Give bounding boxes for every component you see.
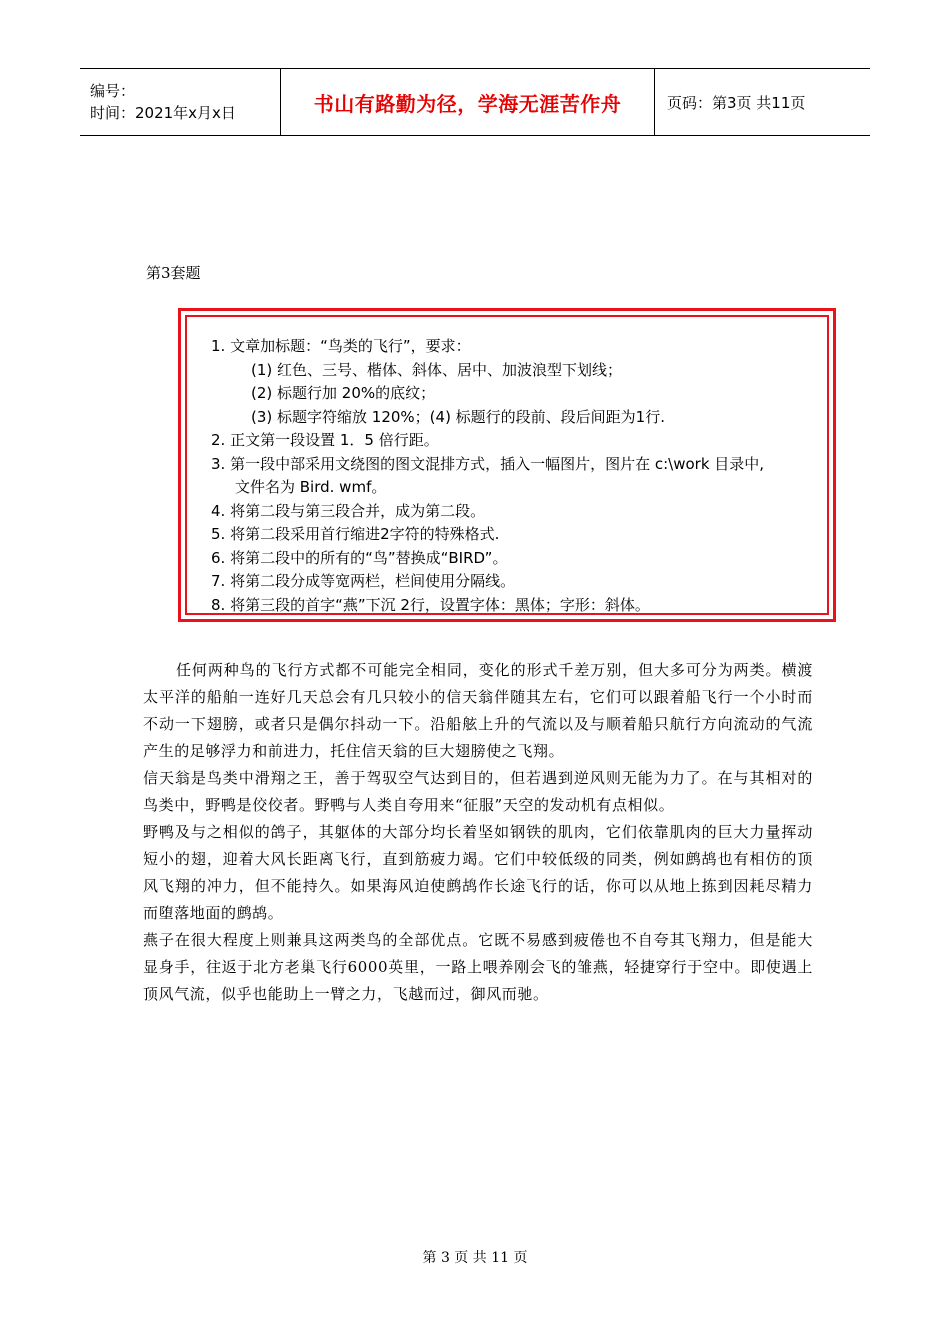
requirement-subitem: (1) 红色、三号、楷体、斜体、居中、加波浪型下划线；: [251, 360, 623, 379]
requirement-subitem: (2) 标题行加 20%的底纹；: [251, 384, 436, 402]
header-motto: [280, 69, 655, 135]
set-title: 第3套题: [146, 264, 201, 282]
requirement-item: 6. 将第二段中的所有的“鸟”替换成“BIRD”。: [211, 548, 508, 567]
header-page-info: [655, 69, 870, 135]
requirement-item: 3. 第一段中部采用文绕图的图文混排方式，插入一幅图片，图片在 c:\work 目录中,: [211, 454, 765, 473]
document-number-label: 编号：: [90, 82, 136, 100]
header-meta: [80, 69, 280, 135]
requirement-subitem: (3) 标题字符缩放 120%；(4) 标题行的段前、段后间距为1行.: [251, 407, 665, 426]
motto-text: 书山有路勤为径，学海无涯苦作舟: [313, 91, 622, 116]
requirement-item: 1. 文章加标题：“鸟类的飞行”，要求：: [211, 337, 471, 355]
requirements-list: [211, 335, 764, 617]
paragraph-3: 野鸭及与之相似的鸽子，其躯体的大部分均长着坚如钢铁的肌肉，它们依靠肌肉的巨大力量挥动短小的翅，迎着大风长距离飞行，直到筋疲力竭。它们中较低级的同类，例如鹧鸪也有相仿的顶风飞翔的冲力，但不能持久。如果海风迫使鹧鸪作长途飞行的话，你可以从地上拣到因耗尽精力而堕落地面的鹧鸪。: [143, 823, 813, 922]
paragraph-1: 任何两种鸟的飞行方式都不可能完全相同，变化的形式千差万别，但大多可分为两类。横渡太平洋的船舶一连好几天总会有几只较小的信天翁伴随其左右，它们可以跟着船飞行一个小时而不动一下翅膀，或者只是偶尔抖动一下。沿船舷上升的气流以及与顺着船只航行方向流动的气流产生的足够浮力和前进力，托住信天翁的巨大翅膀使之飞翔。: [143, 661, 813, 760]
paragraph-4: 燕子在很大程度上则兼具这两类鸟的全部优点。它既不易感到疲倦也不自夸其飞翔力，但是能大显身手，往返于北方老巢飞行6000英里，一路上喂养刚会飞的雏燕，轻捷穿行于空中。即使遇上顶风气流，似乎也能助上一臂之力，飞越而过，御风而驰。: [143, 931, 813, 1003]
page-header: [80, 68, 870, 136]
document-time-label: 时间：2021年x月x日: [90, 104, 236, 122]
requirement-item: 7. 将第二段分成等宽两栏，栏间使用分隔线。: [211, 572, 516, 590]
requirements-box: [178, 308, 836, 622]
article-body: [143, 657, 813, 1008]
page-footer: 第 3 页 共 11 页: [422, 1250, 528, 1266]
requirement-item: 4. 将第二段与第三段合并，成为第二段。: [211, 501, 486, 520]
requirement-item: 5. 将第二段采用首行缩进2字符的特殊格式.: [211, 525, 500, 543]
requirement-item: 2. 正文第一段设置 1．5 倍行距。: [211, 431, 439, 449]
requirement-continuation: 文件名为 Bird. wmf。: [235, 478, 387, 496]
requirement-item: 8. 将第三段的首字“燕”下沉 2行，设置字体：黑体；字形：斜体。: [211, 595, 650, 614]
paragraph-2: 信天翁是鸟类中滑翔之王，善于驾驭空气达到目的，但若遇到逆风则无能为力了。在与其相对的鸟类中，野鸭是佼佼者。野鸭与人类自夸用来“征服”天空的发动机有点相似。: [143, 769, 813, 814]
page-number-label: 页码：第3页 共11页: [667, 93, 806, 112]
